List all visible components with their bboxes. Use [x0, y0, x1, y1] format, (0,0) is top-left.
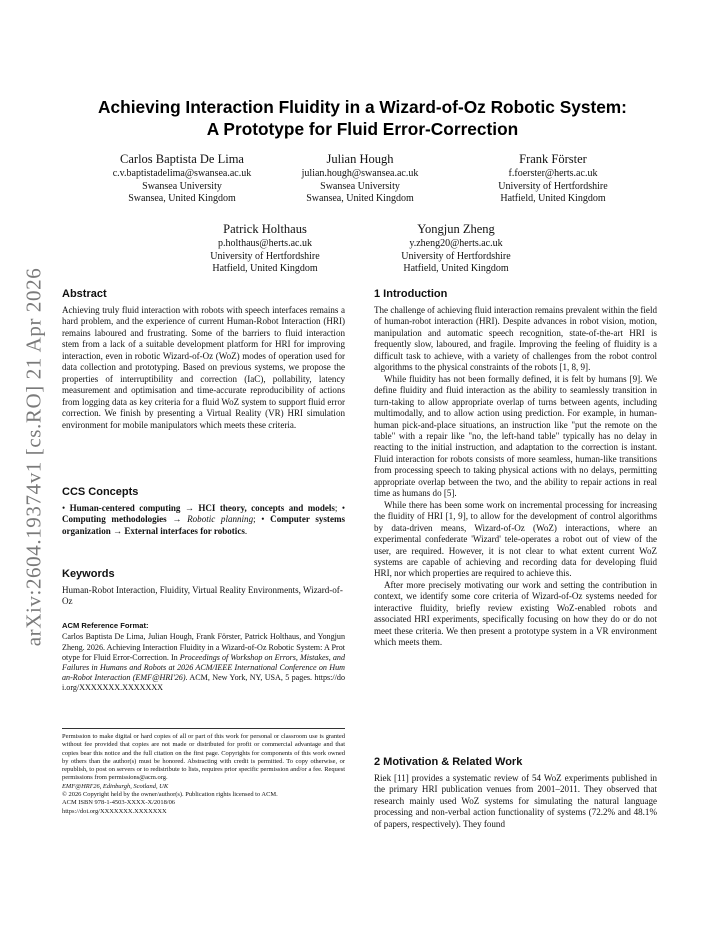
ccs-concept: Human-centered computing — [69, 503, 181, 513]
author-location: Hatfield, United Kingdom — [212, 263, 318, 275]
author-block — [260, 152, 460, 206]
author-affiliation: University of Hertfordshire — [210, 250, 320, 262]
author-email: c.v.baptistadelima@swansea.ac.uk — [112, 168, 252, 179]
introduction-heading: 1 Introduction — [374, 288, 448, 300]
paragraph: The challenge of achieving fluid interaction remains prevalent within the field of human-robot interaction (HRI). Despite advances in robot vision, motion, manipulation and automatic speech recognition, state-of-the-art HRI is frequently slow, laboured, and fragile. Improving the feeling of fluidity is a difficult task to achieve, with a variety of challenges from the robot control algorithms to the physical constraints of the robots [1, 8, 9]. — [374, 305, 657, 373]
acm-reference-text — [62, 632, 345, 693]
motivation-section — [374, 756, 657, 830]
arxiv-identifier-text: arXiv:2604.19374v1 [cs.RO] 21 Apr 2026 — [21, 267, 46, 647]
copyright-notice: © 2026 Copyright held by the owner/author(s). Publication rights licensed to ACM. — [62, 791, 278, 799]
permission-block — [62, 733, 345, 816]
author-block — [453, 152, 653, 206]
abstract-section — [62, 288, 345, 431]
author-name: Julian Hough — [326, 152, 394, 166]
acm-reference-heading: ACM Reference Format: — [62, 621, 149, 630]
author-location: Swansea, United Kingdom — [306, 193, 414, 205]
author-email: y.zheng20@herts.ac.uk — [409, 238, 503, 249]
author-block — [165, 222, 365, 276]
ccs-concept: Computer systems organization — [62, 514, 346, 536]
paragraph: While there has been some work on incremental processing for increasing the fluidity of HRI [1, 9], to allow for the development of control algorithms by data-driven means, Wizard-of-Oz (WoZ) interactions, where an experimental confederate 'Wizard' tele-operates a robot out of view of the user, are required. However, it is not clear to what extent current WoZ systems are capable of achieving and recording data for developing fluid HRI, nor which properties are required to achieve this. — [374, 499, 657, 579]
author-name: Frank Förster — [519, 152, 587, 166]
ccs-concepts: • Human-centered computing → HCI theory, concepts and models; • Computing methodologies → Robotic planning; • Computer systems organization → External interfaces for robotics. — [62, 503, 346, 536]
paragraph: While fluidity has not been formally defined, it is felt by humans [9]. We define fluidity and fluid interaction as the ability to seamlessly transition in turn-taking to allow appropriate overlap of turns between agents, including multimodally, and to allow action using prediction. For example, in human-human pick-and-place situations, an instruction like "put the remote on the table" with a repair like "no, the left-hand table" typically has no delay in reacting to the initial instruction, and adaptation to the correction is instant. Fluid interaction for robots consists of more seamless, human-like transitions from processing speech to taking physical actions with no delays, permitting appropriate overlap between the two, and the ability to repair actions in real time as humans do [5]. — [374, 373, 657, 499]
footnote-rule — [62, 728, 345, 729]
isbn: ACM ISBN 978-1-4503-XXXX-X/2018/06 — [62, 799, 176, 807]
ccs-arrow: → — [113, 525, 123, 536]
arxiv-identifier — [8, 262, 60, 652]
author-affiliation: University of Hertfordshire — [401, 250, 511, 262]
ccs-concept: HCI theory, concepts and models — [198, 503, 335, 513]
ccs-bullet: • — [62, 503, 66, 513]
author-name: Carlos Baptista De Lima — [120, 152, 244, 166]
acm-reference-part: Carlos Baptista De Lima, Julian Hough, Frank Förster, Patrick Holthaus, and Yongjun Zheng. 2026. Achieving Interaction Fluidity in a Wizard-of-Oz Robotic System: A Prototype for Fluid Error-Correction. In — [62, 632, 345, 662]
paper-title-line-1: Achieving Interaction Fluidity in a Wizard-of-Oz Robotic System: — [98, 97, 627, 117]
keywords-heading: Keywords — [62, 568, 115, 580]
author-email: p.holthaus@herts.ac.uk — [218, 238, 312, 249]
author-affiliation: Swansea University — [142, 180, 222, 192]
paragraph: After more precisely motivating our work and setting the contribution in context, we identify some core criteria of Wizard-of-Oz systems needed for interactive fluidity, briefly review existing WoZ-enabled robots and associated HRI experiments, specifically focusing on how they do or do not meet these criteria. We then present a prototype system in a VR environment which meets them. — [374, 579, 657, 648]
keywords-text: Human-Robot Interaction, Fluidity, Virtual Reality Environments, Wizard-of-Oz — [62, 585, 343, 607]
paper-title-line-2: A Prototype for Fluid Error-Correction — [206, 119, 519, 139]
author-email: julian.hough@swansea.ac.uk — [301, 168, 419, 179]
conference-venue: EMF@HRI'26, Edinburgh, Scotland, UK — [62, 782, 169, 790]
author-block — [356, 222, 556, 276]
author-location: Hatfield, United Kingdom — [500, 193, 606, 205]
author-email: f.foerster@herts.ac.uk — [508, 168, 598, 179]
ccs-bullet: • — [261, 514, 265, 525]
ccs-arrow: → — [172, 514, 182, 525]
doi-link: https://doi.org/XXXXXXX.XXXXXXX — [62, 807, 167, 815]
ccs-concept: External interfaces for robotics — [124, 525, 245, 536]
author-name: Patrick Holthaus — [223, 222, 307, 236]
ccs-heading: CCS Concepts — [62, 486, 139, 498]
paragraph: Riek [11] provides a systematic review of 54 WoZ experiments published in the primary HRI publication venues from 2001–2011. They observed that research mainly used WoZ systems for simulating the natural language processing and non-verbal action functionality of systems (72.2% and 48.1% of papers, respectively). They found — [374, 773, 657, 829]
author-location: Swansea, United Kingdom — [128, 193, 236, 205]
author-name: Yongjun Zheng — [417, 222, 495, 236]
acm-reference-venue: Proceedings of Workshop on Errors, Mistakes, and Failures in Humans and Robots at 2026 ACM/IEEE International Conference on Human-Robot Interaction (EMF@HRI'26) — [62, 652, 345, 683]
acm-reference — [62, 620, 345, 694]
author-block — [82, 152, 282, 206]
ccs-bullet: • — [341, 503, 346, 513]
paper-title — [60, 96, 665, 140]
abstract-heading: Abstract — [62, 288, 107, 300]
permission-text: Permission to make digital or hard copies of all or part of this work for personal or classroom use is granted without fee provided that copies are not made or distributed for profit or commercial advantage and that copies bear this notice and the full citation on the first page. Copyrights for components of this work owned by others than the author(s) must be honored. Abstracting with credit is permitted. To copy otherwise, or republish, to post on servers or to redistribute to lists, requires prior specific permission and/or a fee. Request permissions from permissions@acm.org. — [62, 733, 345, 782]
author-location: Hatfield, United Kingdom — [403, 263, 509, 275]
acm-reference-part: . ACM, New York, NY, USA, 5 pages. https://doi.org/XXXXXXX.XXXXXXX — [62, 673, 345, 693]
ccs-arrow: → — [184, 503, 194, 513]
ccs-concept: Computing methodologies — [62, 514, 167, 525]
introduction-section — [374, 288, 657, 649]
abstract-text: Achieving truly fluid interaction with robots with speech interfaces remains a hard problem, and the experience of current Human-Robot Interaction (HRI) remains laboured and frustrating. Some of the barriers to fluid interaction stem from a lack of a suitable development platform for HRI for improving interaction, even in robotic Wizard-of-Oz (WoZ) modes of operation used for data collection and prototyping. Based on previous systems, we propose the properties of interruptibility and correction (IaC), pollability, latency measurement and optimisation and time-accurate reproducibility of actions from logging data as key criteria for a fluid WoZ system to support fluid error correction. We finish by presenting a Virtual Reality (VR) HRI simulation environment for mobile manipulators which meets these criteria. — [62, 305, 345, 430]
author-affiliation: Swansea University — [320, 180, 400, 192]
motivation-heading: 2 Motivation & Related Work — [374, 756, 523, 768]
keywords-section — [62, 568, 345, 608]
ccs-section — [62, 486, 345, 537]
author-affiliation: University of Hertfordshire — [498, 180, 608, 192]
ccs-concept: Robotic planning — [187, 514, 254, 525]
